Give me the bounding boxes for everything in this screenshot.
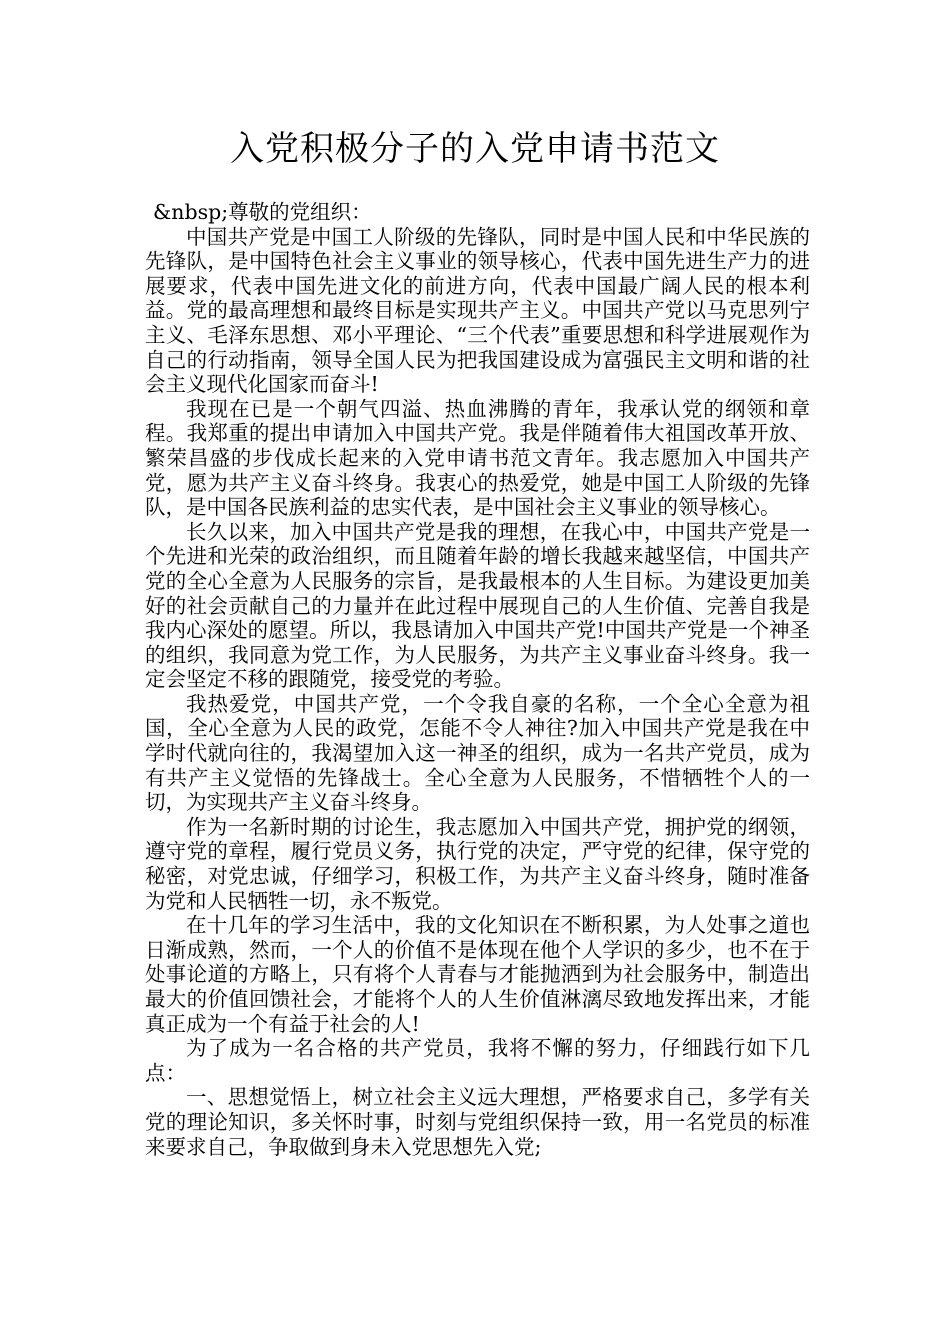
- paragraph-1: 中国共产党是中国工人阶级的先锋队，同时是中国人民和中华民族的先锋队，是中国特色社会主义事业的领导核心，代表中国先进生产力的进展要求，代表中国先进文化的前进方向，代表中国最广阔人民的根本利益。党的最高理想和最终目标是实现共产主义。中国共产党以马克思列宁主义、毛泽东思想、邓小平理论、“三个代表”重要思想和科学进展观作为自己的行动指南，领导全国人民为把我国建设成为富强民主文明和谐的社会主义现代化国家而奋斗!: [145, 224, 810, 397]
- paragraph-6: 在十几年的学习生活中，我的文化知识在不断积累，为人处事之道也日渐成熟，然而，一个人的价值不是体现在他个人学识的多少，也不在于处事论道的方略上，只有将个人青春与才能抛洒到为社会服务中，制造出最大的价值回馈社会，才能将个人的人生价值淋漓尽致地发挥出来，才能真正成为一个有益于社会的人!: [145, 913, 810, 1036]
- paragraph-2: 我现在已是一个朝气四溢、热血沸腾的青年，我承认党的纲领和章程。我郑重的提出申请加入中国共产党。我是伴随着伟大祖国改革开放、繁荣昌盛的步伐成长起来的入党申请书范文青年。我志愿加入中国共产党，愿为共产主义奋斗终身。我衷心的热爱党，她是中国工人阶级的先锋队，是中国各民族利益的忠实代表，是中国社会主义事业的领导核心。: [145, 396, 810, 520]
- paragraph-4: 我热爱党，中国共产党，一个令我自豪的名称，一个全心全意为祖国，全心全意为人民的政党，怎能不令人神往?加入中国共产党是我在中学时代就向往的，我渴望加入这一神圣的组织，成为一名共产党员，成为有共产主义觉悟的先锋战士。全心全意为人民服务，不惜牺牲个人的一切，为实现共产主义奋斗终身。: [145, 691, 810, 815]
- salutation: &nbsp;尊敬的党组织：: [153, 200, 372, 224]
- paragraph-5: 作为一名新时期的讨论生，我志愿加入中国共产党，拥护党的纲领，遵守党的章程，履行党员义务，执行党的决定，严守党的纪律，保守党的秘密，对党忠诚，仔细学习，积极工作，为共产主义奋斗终身，随时准备为党和人民牺牲一切，永不叛党。: [145, 814, 810, 913]
- document-title: 入党积极分子的入党申请书范文: [230, 129, 720, 169]
- document-body: [145, 200, 810, 1159]
- paragraph-7: 为了成为一名合格的共产党员，我将不懈的努力，仔细践行如下几点：: [145, 1036, 810, 1085]
- paragraph-3: 长久以来，加入中国共产党是我的理想，在我心中，中国共产党是一个先进和光荣的政治组织，而且随着年龄的增长我越来越坚信，中国共产党的全心全意为人民服务的宗旨，是我最根本的人生目标。为建设更加美好的社会贡献自己的力量并在此过程中展现自己的人生价值、完善自我是我内心深处的愿望。所以，我恳请加入中国共产党!中国共产党是一个神圣的组织，我同意为党工作，为人民服务，为共产主义事业奋斗终身。我一定会坚定不移的跟随党，接受党的考验。: [145, 519, 810, 692]
- paragraph-8: 一、思想觉悟上，树立社会主义远大理想，严格要求自己，多学有关党的理论知识，多关怀时事，时刻与党组织保持一致，用一名党员的标准来要求自己，争取做到身未入党思想先入党;: [145, 1085, 810, 1159]
